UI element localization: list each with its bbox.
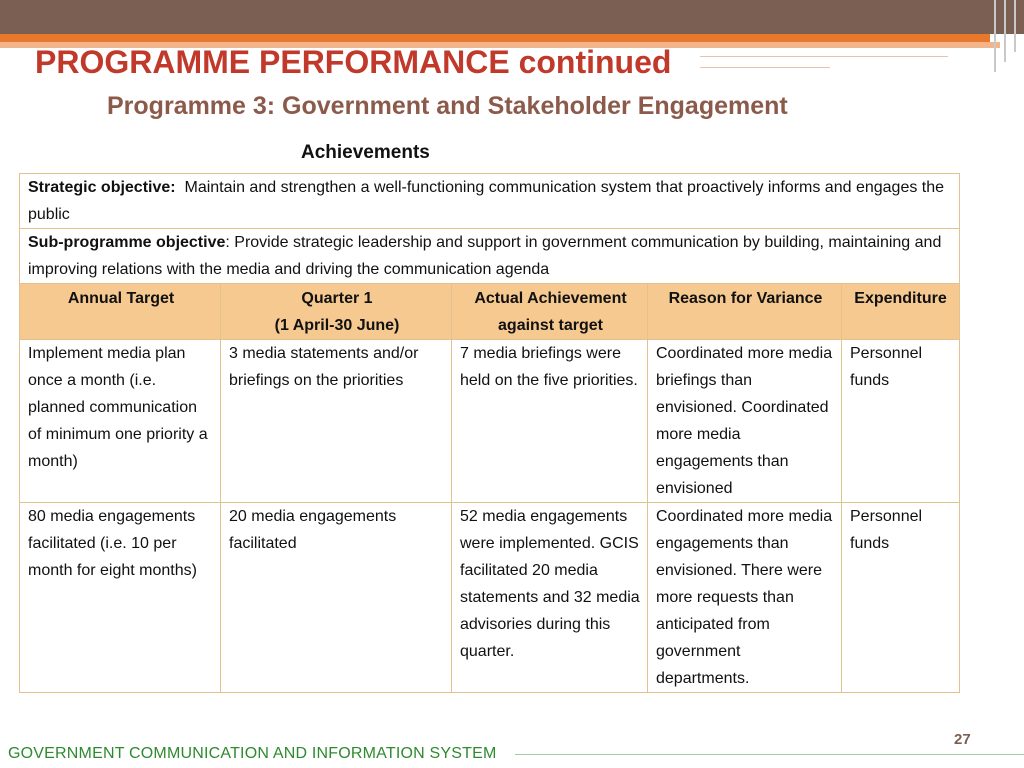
strategic-objective-text: Maintain and strengthen a well-functioning communication system that proactively informs and engages the public bbox=[28, 179, 945, 223]
cell-annual-target: 80 media engagements facilitated (i.e. 10 per month for eight months) bbox=[20, 503, 221, 693]
column-header-expenditure bbox=[842, 284, 960, 340]
header-label: Reason for Variance bbox=[668, 290, 823, 307]
strategic-objective-cell bbox=[20, 174, 960, 229]
strategic-objective-row bbox=[20, 174, 960, 229]
column-header-quarter bbox=[221, 284, 452, 340]
cell-reason: Coordinated more media engagements than envisioned. There were more requests than anticipated from government departments. bbox=[648, 503, 842, 693]
footer-divider bbox=[515, 754, 1024, 755]
decorative-vertical-line bbox=[994, 0, 996, 72]
decorative-vertical-line bbox=[1014, 0, 1016, 52]
page-subtitle: Programme 3: Government and Stakeholder Engagement bbox=[107, 92, 788, 120]
column-header-actual-achievement bbox=[452, 284, 648, 340]
sub-programme-objective-text: : Provide strategic leadership and support in government communication by building, maintaining and improving relations with the media and driving the communication agenda bbox=[28, 234, 942, 278]
table-header-row bbox=[20, 284, 960, 340]
top-banner bbox=[0, 0, 1024, 34]
achievements-table bbox=[19, 173, 960, 693]
header-label: Quarter 1 bbox=[301, 290, 373, 307]
section-heading: Achievements bbox=[301, 142, 430, 163]
page-number: 27 bbox=[954, 731, 971, 748]
header-label-sub: against target bbox=[498, 317, 603, 334]
header-label-sub: (1 April-30 June) bbox=[274, 317, 400, 334]
sub-programme-objective-cell bbox=[20, 229, 960, 284]
header-label: Expenditure bbox=[854, 290, 947, 307]
page-title: PROGRAMME PERFORMANCE continued bbox=[35, 44, 672, 80]
sub-programme-objective-row bbox=[20, 229, 960, 284]
column-header-reason bbox=[648, 284, 842, 340]
column-header-annual-target bbox=[20, 284, 221, 340]
cell-reason: Coordinated more media briefings than envisioned. Coordinated more media engagements than envisioned bbox=[648, 340, 842, 503]
decorative-vertical-line bbox=[1004, 0, 1006, 62]
cell-quarter: 3 media statements and/or briefings on the priorities bbox=[221, 340, 452, 503]
strategic-objective-label: Strategic objective: bbox=[28, 179, 176, 196]
decorative-line bbox=[700, 67, 830, 68]
sub-programme-objective-label: Sub-programme objective bbox=[28, 234, 226, 251]
table-row bbox=[20, 340, 960, 503]
cell-expenditure: Personnel funds bbox=[842, 503, 960, 693]
header-label: Actual Achievement bbox=[474, 290, 627, 307]
decorative-line bbox=[700, 56, 948, 57]
cell-quarter: 20 media engagements facilitated bbox=[221, 503, 452, 693]
cell-annual-target: Implement media plan once a month (i.e. planned communication of minimum one priority a month) bbox=[20, 340, 221, 503]
cell-actual-achievement: 7 media briefings were held on the five priorities. bbox=[452, 340, 648, 503]
cell-actual-achievement: 52 media engagements were implemented. GCIS facilitated 20 media statements and 32 media advisories during this quarter. bbox=[452, 503, 648, 693]
top-accent-stripe bbox=[0, 34, 990, 42]
cell-expenditure: Personnel funds bbox=[842, 340, 960, 503]
header-label: Annual Target bbox=[67, 290, 175, 307]
footer-organization: GOVERNMENT COMMUNICATION AND INFORMATION SYSTEM bbox=[8, 745, 497, 762]
table-row bbox=[20, 503, 960, 693]
